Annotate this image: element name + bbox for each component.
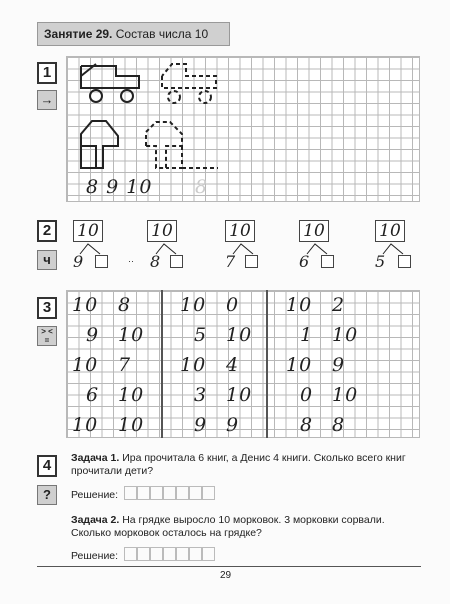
compare-right: 7 bbox=[118, 354, 132, 376]
compare-left: 9 bbox=[194, 414, 208, 436]
compare-right: 9 bbox=[332, 354, 346, 376]
compare-right: 8 bbox=[332, 414, 346, 436]
compare-right: 4 bbox=[226, 354, 240, 376]
compare-left: 10 bbox=[72, 294, 99, 316]
side-label-ch: ч bbox=[37, 250, 57, 270]
row-1-faint-number: 8 bbox=[195, 176, 209, 198]
composition-top: 10 bbox=[73, 220, 103, 242]
problem-1-body: Ира прочитала 6 книг, а Денис 4 книги. Сколько всего книг прочитали дети? bbox=[71, 452, 406, 477]
task-2-number: 2 bbox=[37, 220, 57, 242]
lesson-header bbox=[37, 22, 230, 46]
lesson-number: Занятие 29. bbox=[44, 27, 113, 41]
task-3-number: 3 bbox=[37, 297, 57, 319]
compare-left: 5 bbox=[194, 324, 208, 346]
row-1-numbers: 8 9 10 bbox=[86, 176, 153, 198]
compare-right: 2 bbox=[332, 294, 346, 316]
composition-top: 10 bbox=[147, 220, 177, 242]
compare-left: 3 bbox=[194, 384, 208, 406]
arrow-icon: → bbox=[37, 90, 57, 110]
problem-2-body: На грядке выросло 10 морковок. 3 морковки сорвали. Сколько морковок осталось на грядке? bbox=[71, 514, 385, 539]
composition-top: 10 bbox=[225, 220, 255, 242]
question-icon: ? bbox=[37, 485, 57, 505]
problem-2-solution-label: Решение: bbox=[71, 550, 119, 562]
compare-right: 10 bbox=[226, 324, 253, 346]
compare-left: 10 bbox=[286, 354, 313, 376]
compare-right: 0 bbox=[226, 294, 240, 316]
compare-right: 10 bbox=[332, 324, 359, 346]
compare-left: 10 bbox=[286, 294, 313, 316]
footer-divider bbox=[37, 566, 421, 567]
problem-1-solution-label: Решение: bbox=[71, 489, 119, 501]
compare-left: 10 bbox=[180, 294, 207, 316]
stray-dots: ·· bbox=[128, 256, 134, 266]
composition-top: 10 bbox=[375, 220, 405, 242]
column-divider bbox=[266, 290, 268, 438]
problem-2-solution-field[interactable] bbox=[124, 547, 215, 561]
compare-right: 10 bbox=[118, 384, 145, 406]
compare-left: 10 bbox=[72, 354, 99, 376]
lesson-topic: Состав числа 10 bbox=[115, 27, 209, 41]
problem-1-text bbox=[71, 452, 421, 478]
compare-right: 8 bbox=[118, 294, 132, 316]
composition-left: 9 bbox=[73, 252, 84, 271]
compare-left: 9 bbox=[86, 324, 100, 346]
compare-right: 10 bbox=[226, 384, 253, 406]
column-divider bbox=[161, 290, 163, 438]
composition-top: 10 bbox=[299, 220, 329, 242]
composition-left: 7 bbox=[225, 252, 236, 271]
problem-2-text bbox=[71, 514, 421, 540]
tree-dashed-icon bbox=[146, 122, 218, 168]
compare-left: 0 bbox=[300, 384, 314, 406]
truck-dashed-icon bbox=[162, 64, 216, 103]
problem-2-label: Задача 2. bbox=[71, 514, 120, 526]
compare-left: 6 bbox=[86, 384, 100, 406]
composition-left: 5 bbox=[375, 252, 386, 271]
task-1-number: 1 bbox=[37, 62, 57, 84]
composition-left: 8 bbox=[150, 252, 161, 271]
tree-solid-icon bbox=[81, 121, 118, 168]
compare-right: 10 bbox=[118, 324, 145, 346]
problem-1-solution-field[interactable] bbox=[124, 486, 215, 500]
compare-left: 8 bbox=[300, 414, 314, 436]
problem-1-label: Задача 1. bbox=[71, 452, 120, 464]
compare-left: 10 bbox=[180, 354, 207, 376]
compare-signs-icon: > < = bbox=[37, 326, 57, 346]
compare-right: 10 bbox=[118, 414, 145, 436]
compare-left: 10 bbox=[72, 414, 99, 436]
composition-left: 6 bbox=[299, 252, 310, 271]
truck-solid-icon bbox=[81, 64, 139, 102]
page-number: 29 bbox=[220, 570, 232, 581]
compare-right: 10 bbox=[332, 384, 359, 406]
task-4-number: 4 bbox=[37, 455, 57, 477]
compare-left: 1 bbox=[300, 324, 314, 346]
compare-right: 9 bbox=[226, 414, 240, 436]
composition-branches bbox=[66, 242, 420, 258]
